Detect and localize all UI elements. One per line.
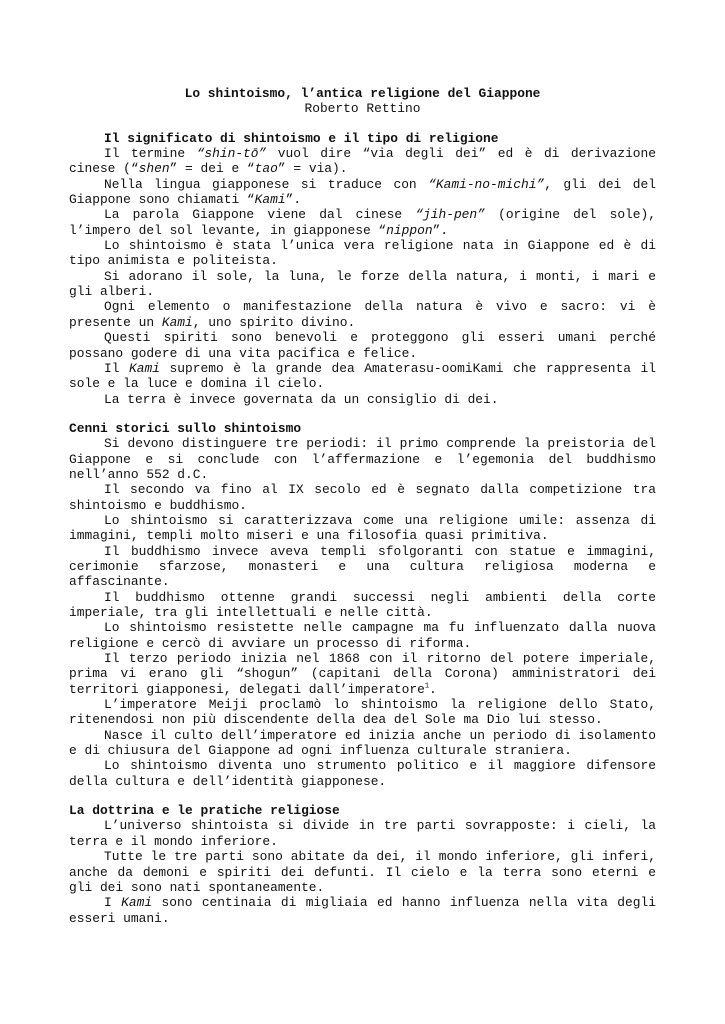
paragraph: Ogni elemento o manifestazione della natura è vivo e sacro: vi è presente un Kami, uno spirito divino. (69, 299, 656, 330)
section-heading: Cenni storici sullo shintoismo (69, 420, 302, 436)
section-dottrina (69, 803, 656, 926)
paragraph: Nella lingua giapponese si traduce con “Kami-no-michi”, gli dei del Giappone sono chiamati “Kami”. (69, 176, 656, 208)
document-page (69, 86, 656, 926)
paragraph: Il Kami supremo è la grande dea Amaterasu-oomiKami che rappresenta il sole e la luce e domina il cielo. (69, 360, 656, 392)
section-heading: La dottrina e le pratiche religiose (69, 803, 340, 819)
paragraph: Il termine “shin-tō” vuol dire “via degli dei” ed è di derivazione cinese (“shen” = dei e “tao” = via). (69, 146, 657, 177)
document-author: Roberto Rettino (304, 101, 421, 117)
paragraph: Questi spiriti sono benevoli e proteggono gli esseri umani perché possano godere di una vita pacifica e felice. (69, 330, 656, 361)
paragraph: I Kami sono centinaia di migliaia ed hanno influenza nella vita degli esseri umani. (69, 895, 656, 926)
paragraph: Si adorano il sole, la luna, le forze della natura, i monti, i mari e gli alberi. (69, 268, 656, 300)
paragraph: Nasce il culto dell’imperatore ed inizia anche un periodo di isolamento e di chiusura del Giappone ad ogni influenza culturale straniera. (69, 727, 656, 759)
paragraph: Lo shintoismo diventa uno strumento politico e il maggiore difensore della cultura e dell’identità giapponese. (69, 758, 656, 789)
paragraph: Il secondo va fino al IX secolo ed è segnato dalla competizione tra shintoismo e buddhismo. (69, 482, 656, 513)
paragraph: Il terzo periodo inizia nel 1868 con il ritorno del potere imperiale, prima vi erano gli “shogun” (capitani della Corona) amministratori dei territori giapponesi, delegati dall’imperatore$^1$. (69, 651, 656, 697)
paragraph: La parola Giappone viene dal cinese “jih-pen” (origine del sole), l’impero del sol levante, in giapponese “nippon”. (69, 207, 656, 238)
section-significato (69, 131, 656, 407)
paragraph: Tutte le tre parti sono abitate da dei, il mondo inferiore, gli inferi, anche da demoni e spiriti dei defunti. Il cielo e la terra sono eterni e gli dei sono nati spontaneamente. (69, 849, 656, 895)
paragraph: La terra è invece governata da un consiglio di dei. (104, 391, 499, 407)
footnote-marker[interactable]: 1 (424, 682, 430, 691)
paragraph: Il buddhismo invece aveva templi sfolgoranti con statue e immagini, cerimonie sfarzose, monasteri e una cultura religiosa moderna e affascinante. (69, 543, 656, 590)
section-cenni-storici (69, 421, 656, 789)
paragraph: Lo shintoismo si caratterizzava come una religione umile: assenza di immagini, templi molto miseri e una filosofia quasi primitiva. (69, 512, 656, 544)
paragraph: Lo shintoismo è stata l’unica vera religione nata in Giappone ed è di tipo animista e politeista. (69, 238, 656, 269)
paragraph: Lo shintoismo resistette nelle campagne ma fu influenzato dalla nuova religione e cercò di avviare un processo di riforma. (69, 620, 656, 651)
section-heading: Il significato di shintoismo e il tipo di religione (104, 130, 499, 146)
document-title: Lo shintoismo, l’antica religione del Giappone (184, 86, 541, 101)
paragraph: Il buddhismo ottenne grandi successi negli ambienti della corte imperiale, tra gli intellettuali e nelle città. (69, 589, 656, 620)
paragraph: L’imperatore Meiji proclamò lo shintoismo la religione dello Stato, ritenendosi non più discendente della dea del Sole ma Dio lui stesso. (69, 697, 656, 728)
paragraph: Si devono distinguere tre periodi: il primo comprende la preistoria del Giappone e si conclude con l’affermazione e l’egemonia del buddhismo nell’anno 552 d.C. (69, 436, 656, 482)
paragraph: L’universo shintoista si divide in tre parti sovrapposte: i cieli, la terra e il mondo inferiore. (69, 818, 656, 849)
